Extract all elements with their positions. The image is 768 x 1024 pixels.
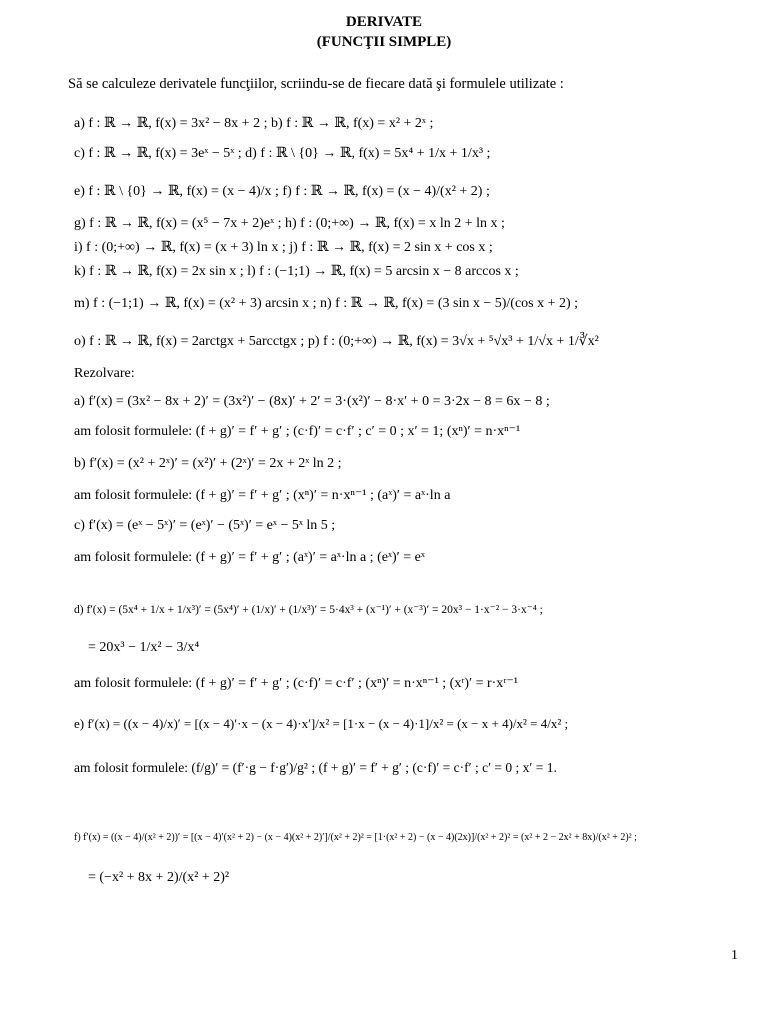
- exercise-i-j: i) f : (0;+∞) → ℝ, f(x) = (x + 3) ln x ; j) f : ℝ → ℝ, f(x) = 2 sin x + cos x ;: [74, 240, 493, 255]
- exercise-e-f: e) f : ℝ \ {0} → ℝ, f(x) = (x − 4)/x ; f) f : ℝ → ℝ, f(x) = (x − 4)/(x² + 2) ;: [74, 184, 490, 199]
- exercise-c-d: c) f : ℝ → ℝ, f(x) = 3eˣ − 5ˣ ; d) f : ℝ \ {0} → ℝ, f(x) = 5x⁴ + 1/x + 1/x³ ;: [74, 146, 491, 161]
- document-title: DERIVATE: [345, 14, 423, 30]
- formulas-e: am folosit formulele: (f/g)′ = (f′·g − f·g′)/g² ; (f + g)′ = f′ + g′ ; (c·f)′ = c·f′ ; c′ = 0 ; x′ = 1.: [74, 760, 557, 775]
- formulas-c: am folosit formulele: (f + g)′ = f′ + g′ ; (aˣ)′ = aˣ·ln a ; (eˣ)′ = eˣ: [74, 550, 425, 565]
- solution-b: b) f′(x) = (x² + 2ˣ)′ = (x²)′ + (2ˣ)′ = 2x + 2ˣ ln 2 ;: [74, 456, 342, 471]
- solution-c: c) f′(x) = (eˣ − 5ˣ)′ = (eˣ)′ − (5ˣ)′ = eˣ − 5ˣ ln 5 ;: [74, 518, 336, 533]
- intro-text: Să se calculeze derivatele funcţiilor, scriindu-se de fiecare dată şi formulele utilizate :: [68, 76, 564, 92]
- rezolvare-label: Rezolvare:: [74, 366, 135, 381]
- formulas-a: am folosit formulele: (f + g)′ = f′ + g′ ; (c·f)′ = c·f′ ; c′ = 0 ; x′ = 1; (xⁿ)′ = n·xⁿ⁻¹: [74, 424, 521, 439]
- exercise-k-l: k) f : ℝ → ℝ, f(x) = 2x sin x ; l) f : (−1;1) → ℝ, f(x) = 5 arcsin x − 8 arccos x ;: [74, 264, 519, 279]
- solution-d-continued: = 20x³ − 1/x² − 3/x⁴: [88, 640, 200, 655]
- exercise-a-b: a) f : ℝ → ℝ, f(x) = 3x² − 8x + 2 ; b) f : ℝ → ℝ, f(x) = x² + 2ˣ ;: [74, 116, 434, 131]
- solution-d: d) f′(x) = (5x⁴ + 1/x + 1/x³)′ = (5x⁴)′ + (1/x)′ + (1/x³)′ = 5·4x³ + (x⁻¹)′ + (x⁻³)′ = 20x³ − 1·x⁻² − 3·x⁻⁴ ;: [74, 604, 543, 616]
- exercise-o-p: o) f : ℝ → ℝ, f(x) = 2arctgx + 5arcctgx ; p) f : (0;+∞) → ℝ, f(x) = 3√x + ⁵√x³ + 1/√x + 1/∛x²: [74, 334, 599, 349]
- solution-a: a) f′(x) = (3x² − 8x + 2)′ = (3x²)′ − (8x)′ + 2′ = 3·(x²)′ − 8·x′ + 0 = 3·2x − 8 = 6x − 8 ;: [74, 394, 550, 409]
- exercise-g-h: g) f : ℝ → ℝ, f(x) = (x⁵ − 7x + 2)eˣ ; h) f : (0;+∞) → ℝ, f(x) = x ln 2 + ln x ;: [74, 216, 505, 231]
- solution-f-continued: = (−x² + 8x + 2)/(x² + 2)²: [88, 870, 230, 885]
- document-subtitle: (FUNCŢII SIMPLE): [316, 34, 452, 50]
- solution-e: e) f′(x) = ((x − 4)/x)′ = [(x − 4)′·x − (x − 4)·x′]/x² = [1·x − (x − 4)·1]/x² = (x − x + 4)/x² = 4/x² ;: [74, 716, 569, 731]
- exercise-m-n: m) f : (−1;1) → ℝ, f(x) = (x² + 3) arcsin x ; n) f : ℝ → ℝ, f(x) = (3 sin x − 5)/(cos x + 2) ;: [74, 296, 579, 311]
- page-number: 1: [731, 948, 738, 963]
- formulas-d: am folosit formulele: (f + g)′ = f′ + g′ ; (c·f)′ = c·f′ ; (xⁿ)′ = n·xⁿ⁻¹ ; (xʳ)′ = r·xʳ⁻¹: [74, 676, 518, 691]
- formulas-b: am folosit formulele: (f + g)′ = f′ + g′ ; (xⁿ)′ = n·xⁿ⁻¹ ; (aˣ)′ = aˣ·ln a: [74, 488, 451, 503]
- solution-f: f) f′(x) = ((x − 4)/(x² + 2))′ = [(x − 4)′(x² + 2) − (x − 4)(x² + 2)′]/(x² + 2)² = [1·(x² + 2) − (x − 4)(2x)]/(x² + 2)² = (x² + 2 − 2x² + 8x)/(x² + 2)² ;: [74, 832, 637, 843]
